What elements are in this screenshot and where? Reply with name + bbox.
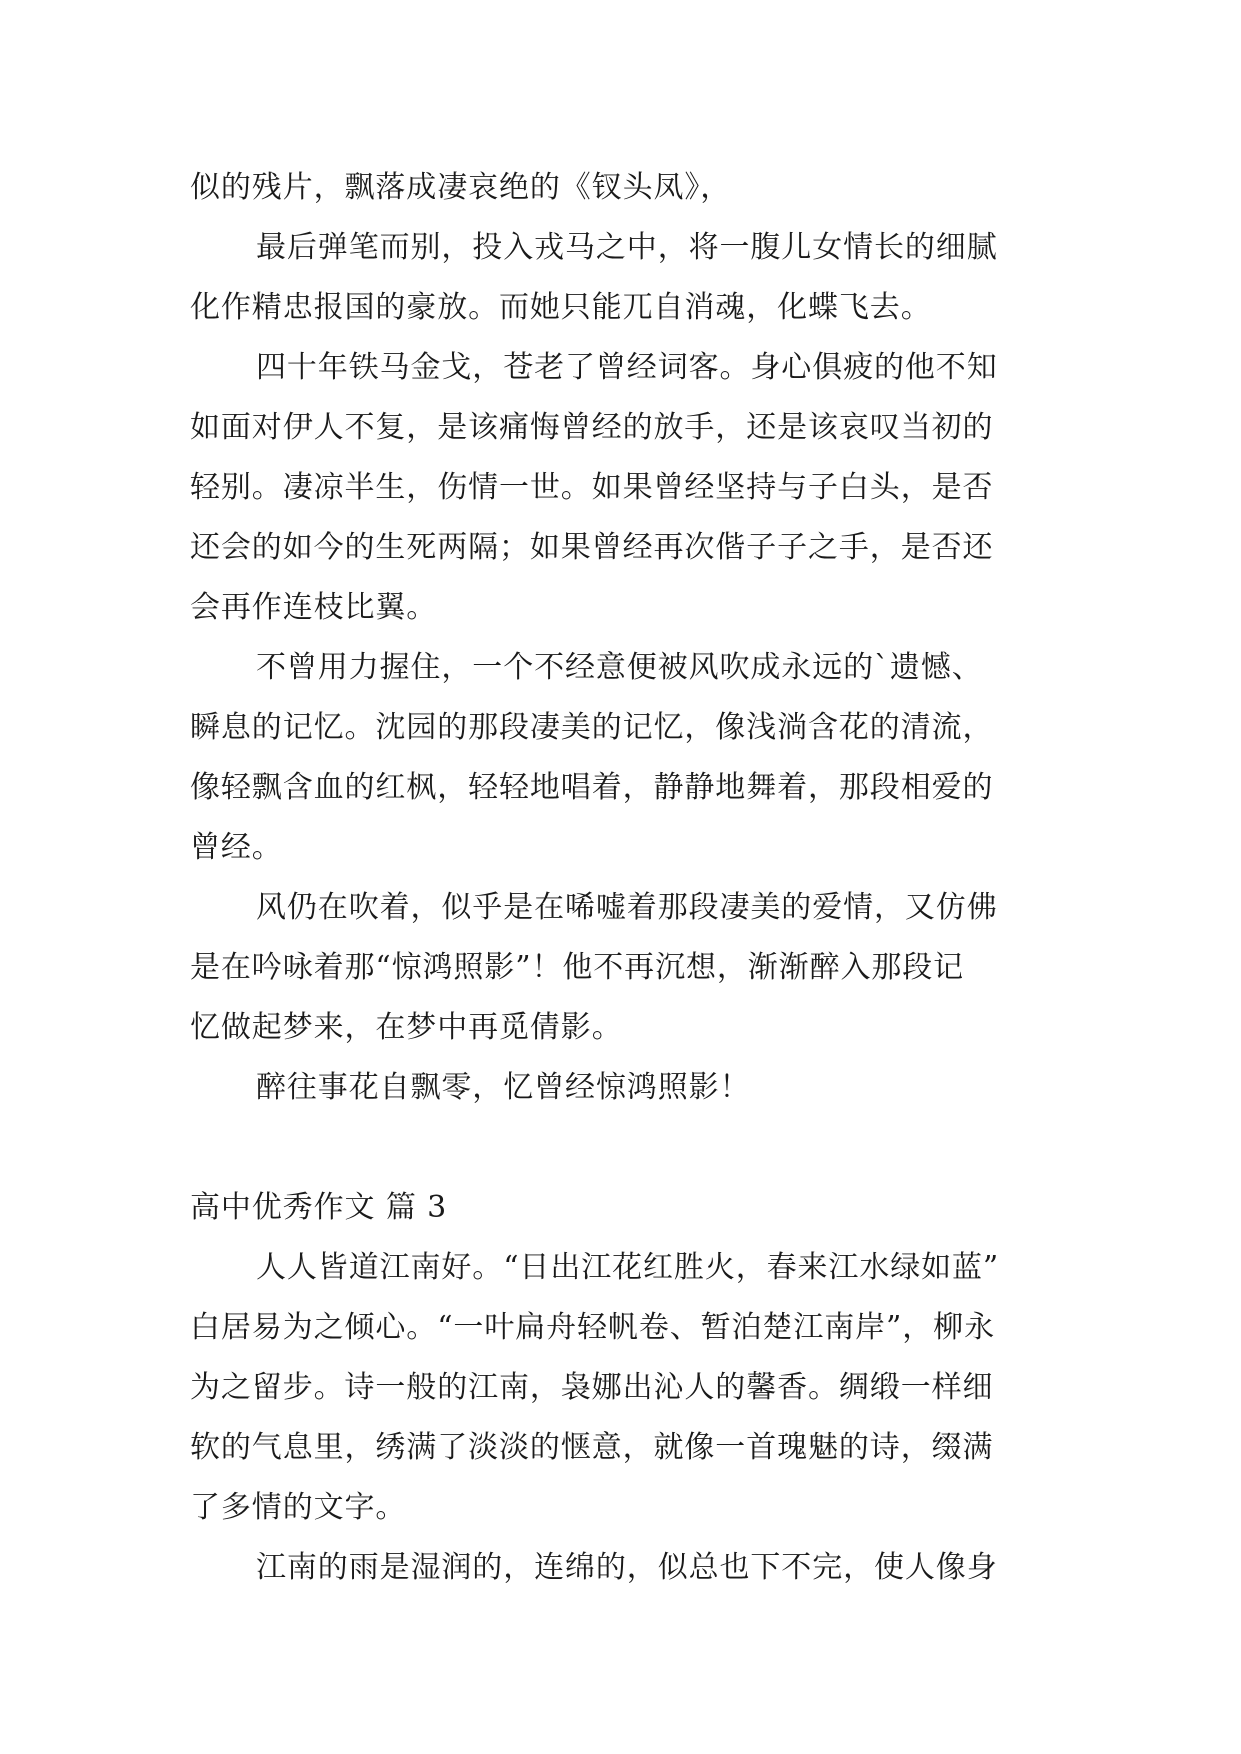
paragraph-line: 人人皆道江南好。“日出江花红胜火，春来江水绿如蓝” (256, 1250, 1000, 1285)
paragraph-line: 曾经。 (190, 830, 283, 865)
paragraph-line: 最后弹笔而别，投入戎马之中，将一腹儿女情长的细腻 (256, 230, 998, 265)
paragraph-line: 会再作连枝比翼。 (190, 590, 438, 625)
paragraph-line: 白居易为之倾心。“一叶扁舟轻帆卷、暂泊楚江南岸”，柳永 (190, 1310, 995, 1345)
document-page (190, 158, 1070, 1598)
paragraph-line: 像轻飘含血的红枫，轻轻地唱着，静静地舞着，那段相爱的 (190, 770, 994, 805)
paragraph-line: 江南的雨是湿润的，连绵的，似总也下不完，使人像身 (256, 1550, 998, 1585)
paragraph-line: 风仍在吹着，似乎是在唏嘘着那段凄美的爱情，又仿佛 (256, 890, 998, 925)
paragraph-line: 瞬息的记忆。沈园的那段凄美的记忆，像浅淌含花的清流， (190, 710, 994, 745)
paragraph-line: 忆做起梦来，在梦中再觅倩影。 (190, 1010, 623, 1045)
paragraph-line: 不曾用力握住，一个不经意便被风吹成永远的`遗憾、 (256, 650, 983, 685)
section-heading: 高中优秀作文 篇 3 (190, 1190, 448, 1225)
paragraph-line: 为之留步。诗一般的江南，袅娜出沁人的馨香。绸缎一样细 (190, 1370, 994, 1405)
paragraph-line: 如面对伊人不复，是该痛悔曾经的放手，还是该哀叹当初的 (190, 410, 994, 445)
paragraph-line: 软的气息里，绣满了淡淡的惬意，就像一首瑰魅的诗，缀满 (190, 1430, 994, 1465)
paragraph-line: 似的残片，飘落成凄哀绝的《钗头凤》， (190, 170, 732, 205)
section-gap (190, 1118, 1070, 1178)
paragraph-line: 四十年铁马金戈，苍老了曾经词客。身心俱疲的他不知 (256, 350, 998, 385)
paragraph-line: 了多情的文字。 (190, 1490, 407, 1525)
paragraph-line: 还会的如今的生死两隔；如果曾经再次偕子子之手，是否还 (190, 530, 994, 565)
paragraph-line: 醉往事花自飘零，忆曾经惊鸿照影！ (256, 1070, 751, 1105)
paragraph-line: 化作精忠报国的豪放。而她只能兀自消魂，化蝶飞去。 (190, 290, 932, 325)
paragraph-line: 是在吟咏着那“惊鸿照影”！他不再沉想，渐渐醉入那段记 (190, 950, 965, 985)
paragraph-line: 轻别。凄凉半生，伤情一世。如果曾经坚持与子白头，是否 (190, 470, 994, 505)
